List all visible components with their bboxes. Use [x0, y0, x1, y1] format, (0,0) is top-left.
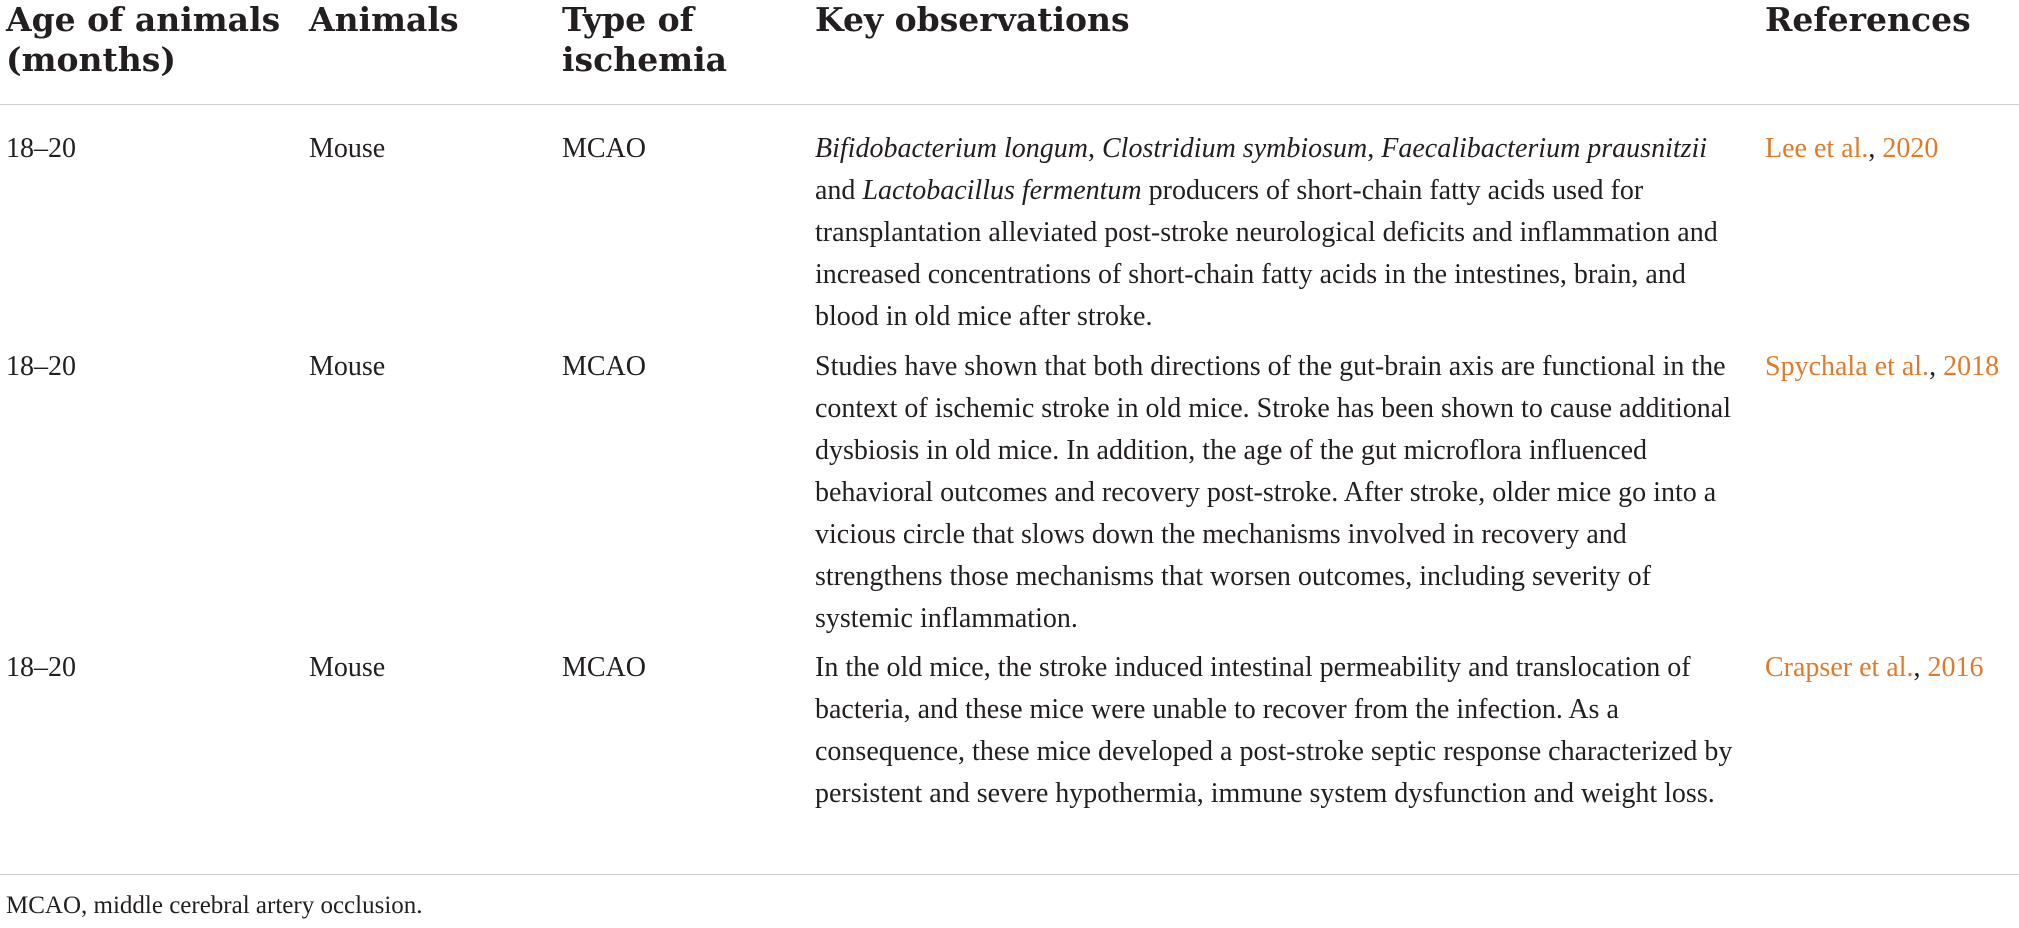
cell-animal: Mouse: [309, 652, 386, 683]
header-age-line1: Age of animals: [6, 0, 281, 39]
cell-age: 18–20: [6, 133, 76, 164]
text-fragment: and: [815, 175, 863, 206]
cell-observations: In the old mice, the stroke induced intestinal permeability and translocation of bacteria, and these mice were unable to recover from the infection. As a consequence, these mice developed a post-stroke septic response characterized by persistent and severe hypothermia, immune system dysfunction and weight loss.: [815, 652, 1733, 809]
header-age: [6, 0, 280, 80]
reference-author[interactable]: Spychala et al.: [1765, 351, 1930, 382]
cell-animal: Mouse: [309, 133, 386, 164]
header-references: References: [1765, 0, 1971, 39]
cell-animal: Mouse: [309, 351, 386, 382]
cell-ischemia: MCAO: [562, 652, 647, 683]
reference-link[interactable]: [1765, 128, 1938, 170]
header-age-line2: (months): [6, 40, 176, 79]
reference-separator: ,: [1913, 652, 1928, 683]
species-name: Lactobacillus fermentum: [862, 175, 1142, 206]
reference-author[interactable]: Lee et al.: [1765, 133, 1869, 164]
cell-age: 18–20: [6, 652, 76, 683]
reference-year[interactable]: 2020: [1882, 133, 1939, 164]
cell-ischemia: MCAO: [562, 351, 647, 382]
header-ischemia: [562, 0, 727, 80]
reference-link[interactable]: [1765, 647, 1984, 689]
species-name: Bifidobacterium longum: [815, 133, 1088, 164]
cell-observations: [815, 128, 1740, 338]
cell-ischemia: MCAO: [562, 133, 647, 164]
header-ischemia-line2: ischemia: [562, 40, 728, 79]
species-name: Clostridium symbiosum: [1101, 133, 1368, 164]
footer-divider: [0, 874, 2019, 875]
text-fragment: ,: [1087, 133, 1102, 164]
header-observations: Key observations: [815, 0, 1130, 39]
species-name: Faecalibacterium prausnitzii: [1381, 133, 1708, 164]
reference-separator: ,: [1868, 133, 1883, 164]
table-footnote: MCAO, middle cerebral artery occlusion.: [6, 892, 423, 919]
text-fragment: producers of short-chain fatty acids used for transplantation alleviated post-stroke neurological deficits and inflammation and increased concentrations of short-chain fatty acids in the intestines, brain, and blood in old mice after stroke.: [815, 175, 1718, 332]
cell-observations: Studies have shown that both directions of the gut-brain axis are functional in the context of ischemic stroke in old mice. Stroke has been shown to cause additional dysbiosis in old mice. In addition, the age of the gut microflora influenced behavioral outcomes and recovery post-stroke. After stroke, older mice go into a vicious circle that slows down the mechanisms involved in recovery and strengthens those mechanisms that worsen outcomes, including severity of systemic inflammation.: [815, 351, 1731, 634]
header-animals: Animals: [309, 0, 459, 39]
reference-year[interactable]: 2018: [1943, 351, 2000, 382]
reference-author[interactable]: Crapser et al.: [1765, 652, 1914, 683]
table-header: [0, 0, 2019, 105]
reference-separator: ,: [1929, 351, 1944, 382]
header-ischemia-line1: Type of: [562, 0, 694, 39]
text-fragment: ,: [1367, 133, 1382, 164]
cell-age: 18–20: [6, 351, 76, 382]
reference-link[interactable]: [1765, 346, 1999, 388]
reference-year[interactable]: 2016: [1927, 652, 1984, 683]
